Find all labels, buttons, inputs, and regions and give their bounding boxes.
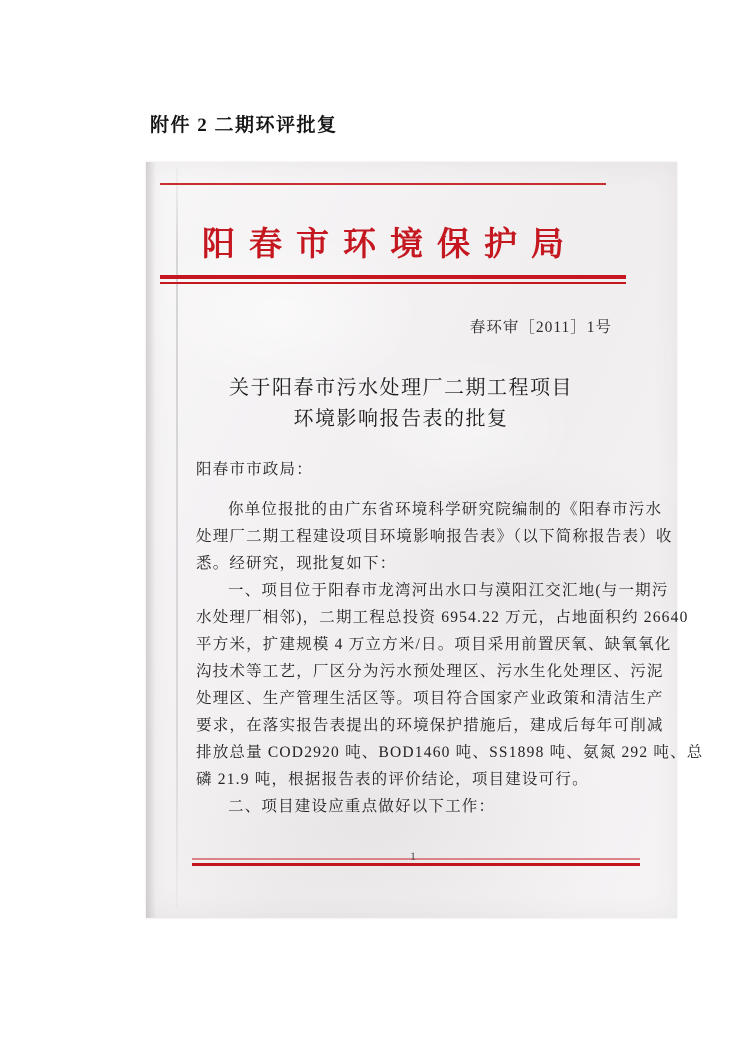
paper-fold-line [176, 168, 178, 908]
agency-name: 阳春市环境保护局 [202, 227, 578, 263]
body-text-line: 沟技术等工艺，厂区分为污水预处理区、污水生化处理区、污泥 [196, 663, 664, 680]
letterhead-top-rule [160, 183, 606, 185]
page-number: 1 [410, 849, 416, 863]
body-text-line: 二、项目建设应重点做好以下工作： [228, 798, 496, 815]
document-number: 春环审［2011］1号 [469, 319, 612, 336]
body-text-line: 水处理厂相邻)，二期工程总投资 6954.22 万元，占地面积约 26640 [196, 609, 689, 626]
bottom-rule-light [192, 858, 640, 860]
body-text-line: 处理区、生产管理生活区等。项目符合国家产业政策和清洁生产 [196, 690, 664, 707]
letterhead-rule-thick [160, 275, 626, 279]
body-text-line: 排放总量 COD2920 吨、BOD1460 吨、SS1898 吨、氨氮 292 吨、总 [196, 744, 704, 761]
body-lines [196, 496, 704, 820]
body-text-line: 平方米，扩建规模 4 万立方米/日。项目采用前置厌氧、缺氧氧化 [196, 636, 672, 653]
attachment-heading: 附件 2 二期环评批复 [150, 115, 338, 136]
document-title-line1: 关于阳春市污水处理厂二期工程项目 [229, 377, 573, 399]
document-title-line2: 环境影响报告表的批复 [293, 408, 509, 430]
bottom-rule-dark [192, 863, 640, 866]
document-title [146, 373, 656, 435]
body-text-line: 一、项目位于阳春市龙湾河出水口与漠阳江交汇地(与一期污 [228, 582, 669, 599]
letterhead-rule-thin [160, 282, 626, 284]
body-text-line: 你单位报批的由广东省环境科学研究院编制的《阳春市污水 [228, 501, 663, 518]
body-text-line: 要求，在落实报告表提出的环境保护措施后，建成后每年可削减 [196, 717, 664, 734]
salutation: 阳春市市政局： [196, 461, 313, 478]
body-text-line: 磷 21.9 吨，根据报告表的评价结论，项目建设可行。 [196, 771, 589, 788]
document-body [196, 456, 704, 820]
scanned-document [146, 162, 704, 918]
body-text-line: 处理厂二期工程建设项目环境影响报告表》（以下简称报告表）收 [196, 528, 673, 545]
body-text-line: 悉。经研究，现批复如下： [196, 555, 397, 572]
